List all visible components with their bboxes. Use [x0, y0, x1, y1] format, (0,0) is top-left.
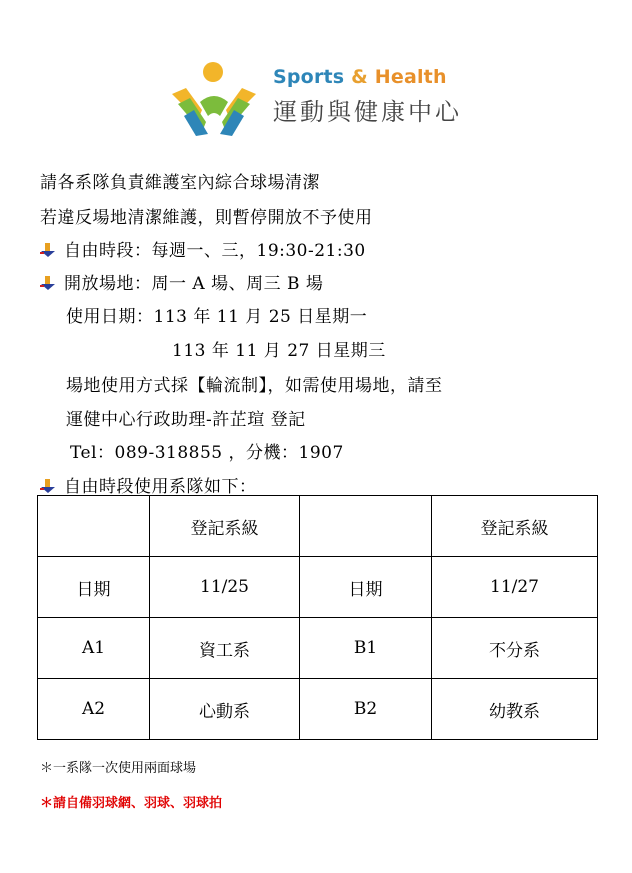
free-time-row: [40, 236, 366, 261]
brand-health: Health: [374, 66, 447, 88]
sports-health-logo-icon: [170, 60, 260, 138]
tel-line: Tel：089-318855 ，分機：1907: [70, 443, 344, 463]
brand-sports: Sports: [273, 66, 345, 88]
notice-line-2: 若違反場地清潔維護，則暫停開放不予使用: [40, 208, 373, 228]
brand-english: [273, 66, 462, 88]
list-title-text: 自由時段使用系隊如下：: [64, 477, 257, 497]
table-header-cell: 登記系級: [150, 496, 300, 557]
table-cell: 11/27: [432, 557, 598, 618]
table-header-cell: [38, 496, 150, 557]
note-bring-equipment: ＊請自備羽球網、羽球、羽球拍: [40, 796, 223, 811]
notice-line-1: 請各系隊負責維護室內綜合球場清潔: [40, 173, 320, 193]
note-double-court: ＊一系隊一次使用兩面球場: [40, 761, 197, 776]
table-row: [38, 618, 598, 679]
venue-text: 開放場地：周一 A 場、周三 B 場: [64, 274, 324, 294]
free-time-text: 自由時段：每週一、三，19:30-21:30: [64, 241, 366, 261]
date-line-1: 使用日期：113 年 11 月 25 日星期一: [66, 307, 368, 327]
table-cell: 日期: [300, 557, 432, 618]
arrow-bullet-icon: [40, 275, 56, 291]
table-cell: 11/25: [150, 557, 300, 618]
table-row: [38, 557, 598, 618]
table-header-cell: 登記系級: [432, 496, 598, 557]
table-header-row: [38, 496, 598, 557]
table-cell: A1: [38, 618, 150, 679]
table-cell: 日期: [38, 557, 150, 618]
table-cell: A2: [38, 679, 150, 740]
table-cell: B2: [300, 679, 432, 740]
brand-chinese: 運動與健康中心: [273, 98, 462, 126]
arrow-bullet-icon: [40, 478, 56, 494]
list-title-row: [40, 472, 257, 497]
table-header-cell: [300, 496, 432, 557]
method-line-2: 運健中心行政助理-許芷瑄 登記: [66, 410, 306, 430]
schedule-table: [37, 495, 598, 740]
table-cell: 不分系: [432, 618, 598, 679]
arrow-bullet-icon: [40, 242, 56, 258]
table-cell: 心動系: [150, 679, 300, 740]
venue-row: [40, 269, 323, 294]
table-cell: 幼教系: [432, 679, 598, 740]
table-cell: B1: [300, 618, 432, 679]
table-cell: 資工系: [150, 618, 300, 679]
brand-block: [273, 66, 462, 127]
date-line-2: 113 年 11 月 27 日星期三: [172, 341, 386, 361]
table-row: [38, 679, 598, 740]
brand-amp: &: [351, 66, 368, 88]
method-line-1: 場地使用方式採【輪流制】，如需使用場地，請至: [66, 376, 443, 396]
